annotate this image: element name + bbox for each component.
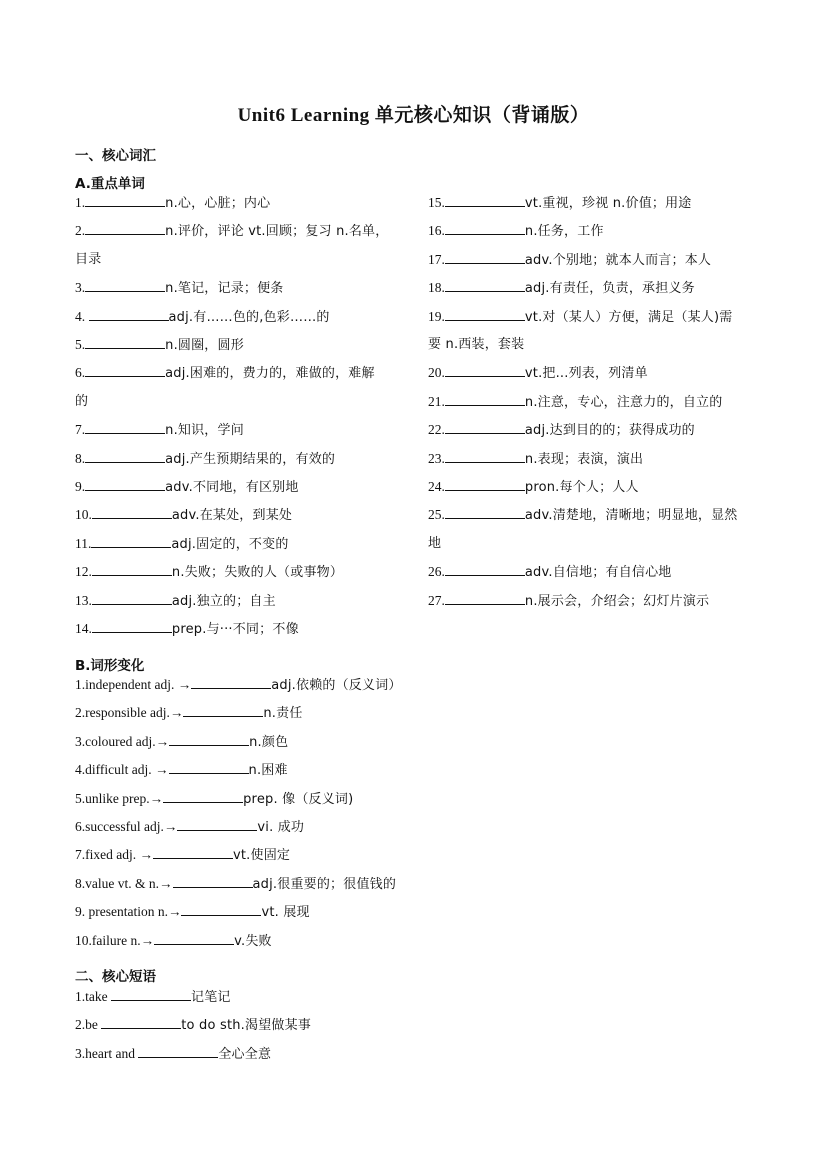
item-number: 14.: [75, 621, 92, 636]
answer-blank[interactable]: [173, 874, 253, 888]
subheading-word-forms: B.词形变化: [75, 658, 145, 674]
item-definition: n.心，心脏；内心: [165, 196, 271, 211]
item-definition: adj.有责任，负责，承担义务: [524, 281, 695, 297]
answer-blank[interactable]: [445, 221, 525, 235]
vocab-item: [428, 445, 643, 474]
item-number: 12.: [75, 564, 92, 580]
word-form-item: [75, 898, 310, 927]
answer-blank[interactable]: [154, 931, 234, 945]
vocab-item: [428, 558, 672, 587]
form-target: vi. 成功: [257, 820, 305, 835]
vocab-item: [75, 615, 299, 644]
answer-blank[interactable]: [445, 420, 525, 434]
word-form-item: [75, 671, 402, 700]
form-target: vt. 展现: [261, 905, 310, 921]
item-definition: n.失败；失败的人（或事物）: [171, 565, 344, 581]
item-definition: adj.困难的，费力的，难做的，难解: [165, 366, 375, 382]
answer-blank[interactable]: [445, 449, 525, 463]
form-target: n.责任: [263, 706, 303, 722]
answer-blank[interactable]: [92, 619, 172, 633]
answer-blank[interactable]: [445, 591, 525, 605]
form-source: 5.unlike prep.→: [75, 790, 164, 806]
item-number: 15.: [428, 195, 445, 210]
answer-blank[interactable]: [101, 1015, 181, 1029]
answer-blank[interactable]: [85, 193, 165, 207]
vocab-item: [75, 359, 375, 388]
vocab-item: [75, 473, 299, 502]
answer-blank[interactable]: [85, 278, 165, 292]
item-number: 22.: [428, 422, 445, 438]
vocab-item: [75, 501, 292, 530]
item-definition: vt.对（某人）方便，满足（某人)需: [524, 309, 733, 325]
vocab-item: [75, 530, 289, 559]
vocab-item: [428, 274, 695, 303]
item-number: 16.: [428, 223, 445, 239]
vocab-item: [428, 587, 709, 616]
item-definition: adj.固定的，不变的: [171, 536, 289, 552]
word-form-item: [75, 870, 396, 899]
answer-blank[interactable]: [163, 789, 243, 803]
item-definition-continued: 地: [428, 535, 442, 551]
vocab-item: [428, 303, 732, 332]
answer-blank[interactable]: [85, 335, 165, 349]
vocab-item: [75, 331, 244, 360]
word-form-item: [75, 841, 290, 870]
form-target: v.失败: [234, 933, 272, 949]
item-number: 27.: [428, 592, 445, 608]
item-number: 23.: [428, 450, 445, 466]
answer-blank[interactable]: [445, 250, 525, 264]
vocab-item: [428, 473, 639, 502]
item-definition: n.展示会，介绍会；幻灯片演示: [524, 593, 710, 609]
item-definition-continued: 目录: [75, 251, 102, 267]
form-source: 7.fixed adj. →: [75, 847, 153, 863]
item-definition: adj.独立的；自主: [171, 593, 276, 609]
item-number: 2.: [75, 223, 86, 239]
vocab-item: [75, 445, 335, 474]
phrase-start: 2.be: [75, 1017, 102, 1033]
item-definition: adv.个别地；就本人而言；本人: [524, 252, 712, 268]
vocab-item: [428, 416, 695, 445]
item-definition: adv.清楚地，清晰地；明显地，显然: [524, 508, 738, 524]
form-target: adj.很重要的；很值钱的: [252, 876, 397, 892]
phrase-meaning: 全心全意: [218, 1046, 272, 1062]
word-form-item: [75, 927, 272, 956]
item-number: 18.: [428, 280, 445, 296]
item-number: 11.: [75, 535, 92, 551]
item-number: 3.: [75, 280, 86, 296]
vocab-item: [75, 416, 244, 445]
phrase-meaning: 记笔记: [191, 990, 231, 1005]
answer-blank[interactable]: [85, 477, 165, 491]
item-definition: adv.自信地；有自信心地: [524, 565, 672, 581]
item-number: 20.: [428, 365, 445, 381]
vocab-item-continued: [75, 388, 88, 416]
subheading-key-words: A.重点单词: [75, 176, 145, 192]
phrase-meaning: to do sth.渴望做某事: [181, 1018, 312, 1034]
item-definition: n.圆圈，圆形: [165, 338, 244, 353]
vocab-item: [75, 587, 276, 616]
answer-blank[interactable]: [445, 392, 525, 406]
answer-blank[interactable]: [445, 307, 525, 321]
phrase-start: 3.heart and: [75, 1045, 139, 1061]
vocab-item: [428, 246, 711, 275]
form-target: n.颜色: [249, 734, 289, 750]
item-definition: adv.不同地，有区别地: [165, 480, 299, 495]
answer-blank[interactable]: [191, 675, 271, 689]
phrase-start: 1.take: [75, 989, 111, 1004]
item-number: 13.: [75, 592, 92, 608]
item-definition: n.知识，学问: [165, 423, 244, 439]
vocab-item: [428, 217, 604, 246]
item-number: 19.: [428, 308, 445, 324]
item-definition: n.任务，工作: [524, 224, 604, 240]
form-source: 3.coloured adj.→: [75, 733, 170, 749]
answer-blank[interactable]: [138, 1044, 218, 1058]
item-definition-continued: 要 n.西装，套装: [428, 337, 525, 352]
answer-blank[interactable]: [85, 221, 165, 235]
item-number: 25.: [428, 507, 445, 523]
answer-blank[interactable]: [445, 477, 525, 491]
item-number: 24.: [428, 479, 445, 494]
section-heading-phrases: 二、核心短语: [75, 969, 156, 985]
answer-blank[interactable]: [89, 307, 169, 321]
form-target: n.困难: [248, 763, 288, 779]
form-target: adj.依赖的（反义词）: [271, 678, 402, 693]
answer-blank[interactable]: [445, 505, 525, 519]
form-source: 10.failure n.→: [75, 932, 155, 948]
vocab-item: [428, 359, 648, 388]
word-form-item: [75, 785, 353, 814]
form-source: 1.independent adj. →: [75, 677, 192, 692]
answer-blank[interactable]: [92, 591, 172, 605]
answer-blank[interactable]: [85, 449, 165, 463]
answer-blank[interactable]: [445, 562, 525, 576]
item-definition: adj.产生预期结果的，有效的: [165, 451, 336, 467]
form-source: 2.responsible adj.→: [75, 705, 184, 721]
vocab-item: [428, 501, 738, 530]
item-number: 9.: [75, 479, 86, 494]
item-definition: prep.与···不同；不像: [171, 622, 299, 637]
answer-blank[interactable]: [111, 987, 191, 1001]
item-definition: n.评价，评论 vt.回顾；复习 n.名单，: [165, 224, 389, 240]
item-number: 26.: [428, 564, 445, 580]
answer-blank[interactable]: [183, 703, 263, 717]
answer-blank[interactable]: [85, 363, 165, 377]
item-number: 10.: [75, 507, 92, 523]
answer-blank[interactable]: [85, 420, 165, 434]
word-form-item: [75, 813, 304, 842]
vocab-item: [75, 303, 330, 332]
item-definition: adj.有……色的,色彩……的: [168, 309, 330, 325]
answer-blank[interactable]: [445, 278, 525, 292]
form-target: vt.使固定: [232, 848, 291, 864]
item-number: 5.: [75, 337, 86, 352]
item-definition: n.笔记，记录；便条: [165, 281, 284, 297]
form-source: 8.value vt. & n.→: [75, 875, 173, 891]
word-form-item: [75, 756, 288, 785]
section-heading-vocab: 一、核心词汇: [75, 148, 156, 164]
vocab-item: [75, 217, 388, 246]
answer-blank[interactable]: [445, 193, 525, 207]
answer-blank[interactable]: [91, 534, 171, 548]
item-definition: vt.把...列表，列清单: [524, 366, 648, 382]
item-definition-continued: 的: [75, 393, 89, 409]
answer-blank[interactable]: [177, 817, 257, 831]
answer-blank[interactable]: [181, 902, 261, 916]
answer-blank[interactable]: [169, 732, 249, 746]
vocab-item: [428, 388, 722, 417]
vocab-item-continued: [75, 246, 101, 274]
answer-blank[interactable]: [153, 845, 233, 859]
answer-blank[interactable]: [169, 760, 249, 774]
vocab-item: [428, 189, 692, 218]
item-number: 21.: [428, 393, 445, 409]
answer-blank[interactable]: [445, 363, 525, 377]
item-definition: vt.重视，珍视 n.价值；用途: [524, 196, 692, 211]
item-number: 1.: [75, 195, 86, 210]
word-form-item: [75, 728, 288, 757]
vocab-item: [75, 558, 343, 587]
phrase-item: [75, 983, 231, 1012]
item-definition: pron.每个人；人人: [524, 480, 639, 495]
item-number: 4.: [75, 308, 89, 324]
vocab-item-continued: [428, 530, 441, 558]
phrase-item: [75, 1011, 311, 1040]
item-number: 7.: [75, 422, 86, 438]
page-title: Unit6 Learning 单元核心知识（背诵版）: [237, 105, 590, 126]
answer-blank[interactable]: [92, 505, 172, 519]
item-number: 8.: [75, 450, 86, 466]
item-number: 6.: [75, 365, 86, 381]
phrase-item: [75, 1040, 271, 1069]
answer-blank[interactable]: [92, 562, 172, 576]
vocab-item: [75, 274, 284, 303]
word-form-item: [75, 699, 303, 728]
vocab-item: [75, 189, 270, 218]
item-definition: n.表现；表演，演出: [524, 451, 644, 467]
item-definition: adv.在某处，到某处: [171, 508, 293, 524]
form-source: 4.difficult adj. →: [75, 762, 169, 778]
form-source: 9. presentation n.→: [75, 904, 182, 920]
form-target: prep. 像（反义词): [243, 791, 354, 807]
item-definition: adj.达到目的的；获得成功的: [524, 423, 695, 439]
item-number: 17.: [428, 251, 445, 267]
item-definition: n.注意，专心，注意力的，自立的: [524, 394, 723, 410]
vocab-item-continued: [428, 331, 524, 359]
form-source: 6.successful adj.→: [75, 819, 178, 834]
